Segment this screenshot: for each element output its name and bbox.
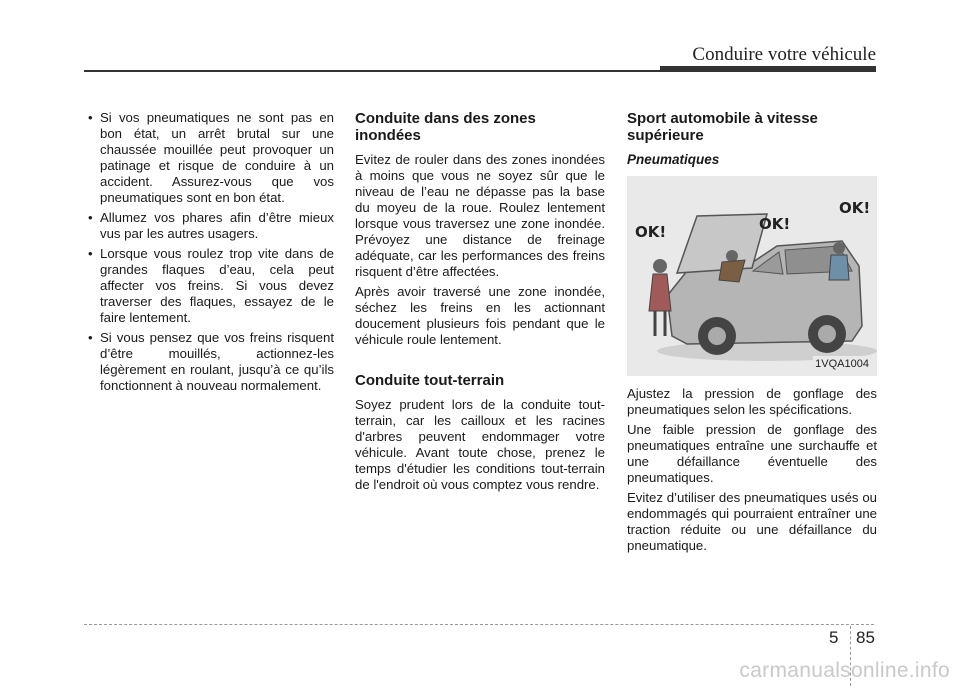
column-left — [88, 110, 334, 398]
paragraph: Evitez de rouler dans des zones inondées à moins que vous ne soyez sûr que le niveau de l’eau ne dépasse pas la base du moyeu de la roue. Roulez lentement lorsque vous traversez une zone inondée. Prévoyez une distance de freinage adéquate, car les performances des freins risquent d’être affectées. — [355, 152, 605, 279]
ok-label: OK! — [759, 215, 791, 233]
running-header-title: Conduire votre véhicule — [692, 44, 876, 65]
illustration-suv-inspection — [627, 176, 877, 376]
chapter-number: 5 — [829, 628, 839, 647]
bullet-item: • Si vous pensez que vos freins risquent d’être mouillés, actionnez-les légèrement en roulant, jusqu’à ce qu’ils fonctionnent à nouveau normalement. — [88, 330, 334, 394]
paragraph: Une faible pression de gonflage des pneumatiques entraîne une surchauffe et une défaillance éventuelle des pneumatiques. — [627, 422, 877, 485]
section-heading-off-road: Conduite tout-terrain — [355, 372, 505, 389]
column-middle — [355, 110, 605, 497]
paragraph: Ajustez la pression de gonflage des pneumatiques selon les spécifications. — [627, 386, 877, 417]
section-heading-flooded-areas: Conduite dans des zones inondées — [355, 110, 536, 144]
paragraph: Soyez prudent lors de la conduite tout-terrain, car les cailloux et les racines d'arbres peuvent endommager votre véhicule. Avant toute chose, prenez le temps d'étudier les conditions tout-terrain de l'endroit où vous comptez vous rendre. — [355, 397, 605, 492]
footer-rule — [84, 624, 874, 625]
bullet-item: • Lorsque vous roulez trop vite dans de grandes flaques d’eau, cela peut affecter vos freins. Si vous devez traverser des flaques, essayez de le faire lentement. — [88, 246, 334, 326]
paragraph: Après avoir traversé une zone inondée, séchez les freins en les actionnant doucement plusieurs fois pendant que le véhicule roule lentement. — [355, 284, 605, 347]
bullet-item: • Si vos pneumatiques ne sont pas en bon état, un arrêt brutal sur une chaussée mouillée peut provoquer un patinage et risque de conduire à un accident. Assurez-vous que vos pneumatiques sont en bon état. — [88, 110, 334, 206]
section-heading-high-speed: Sport automobile à vitesse supérieure — [627, 110, 818, 144]
figure-code: 1VQA1004 — [815, 358, 869, 370]
subheading-tires: Pneumatiques — [627, 152, 720, 167]
page-number: 85 — [856, 628, 875, 647]
header-rule-accent — [660, 66, 876, 72]
paragraph: Evitez d’utiliser des pneumatiques usés ou endommagés qui pourraient entraîner une traction réduite ou une défaillance du pneumatique. — [627, 490, 877, 553]
watermark: carmanualsonline.info — [739, 659, 950, 682]
bullet-item: • Allumez vos phares afin d’être mieux vus par les autres usagers. — [88, 210, 334, 242]
ok-label: OK! — [635, 223, 667, 241]
ok-label: OK! — [839, 199, 871, 217]
bullet-list — [88, 110, 334, 394]
column-right — [627, 110, 877, 558]
